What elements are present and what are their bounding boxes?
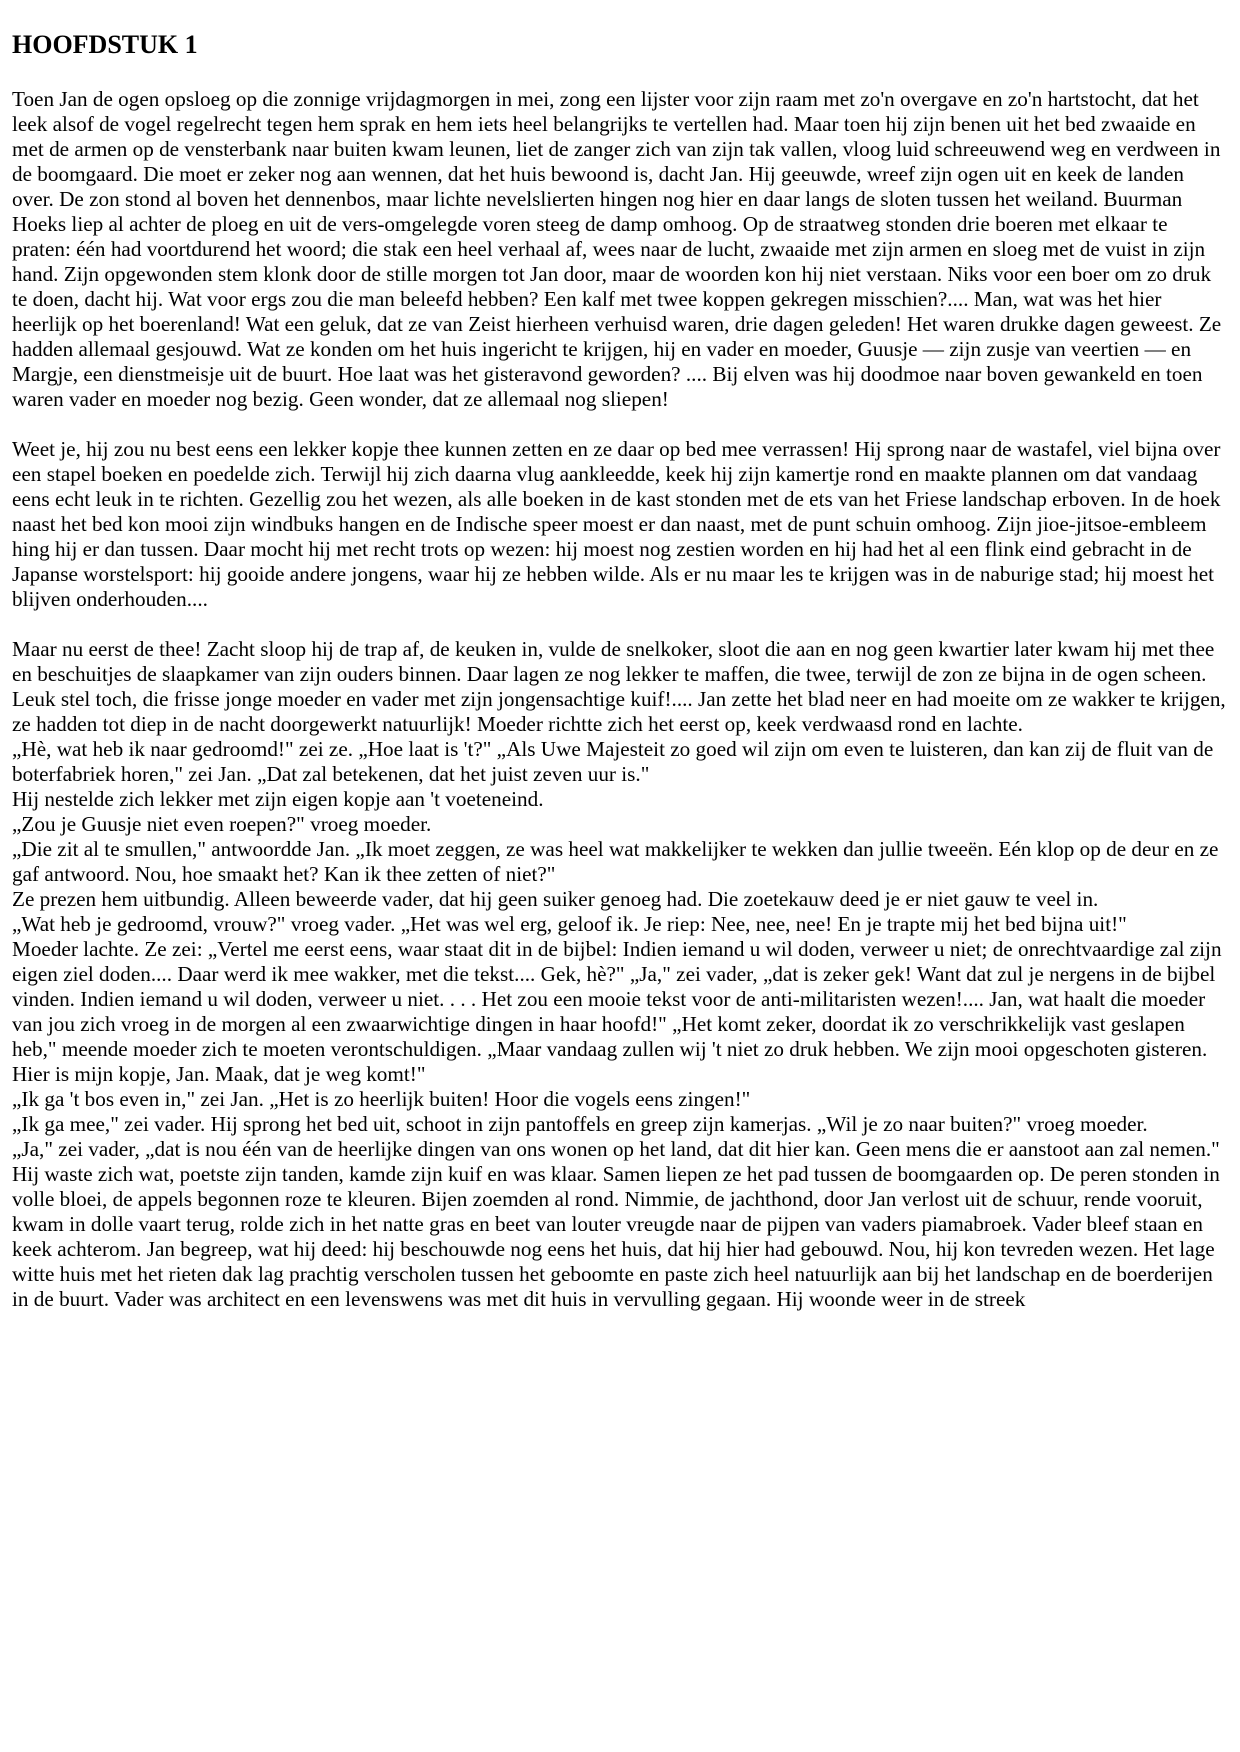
text-line-woods: „Ik ga 't bos even in," zei Jan. „Het is zo heerlijk buiten! Hoor die vogels eens zingen!" [12,1087,751,1111]
text-line-come-along: „Ik ga mee," zei vader. Hij sprong het bed uit, schoot in zijn pantoffels en greep zijn kamerjas. „Wil je zo naar buiten?" vroeg moeder. [12,1112,1148,1136]
text-line-what-dreamt: „Wat heb je gedroomd, vrouw?" vroeg vader. „Het was wel erg, geloof ik. Je riep: Nee, nee, nee! En je trapte mij het bed bijna uit!" [12,912,1127,936]
text-line-guusje: „Zou je Guusje niet even roepen?" vroeg moeder. [12,812,432,836]
paragraph-room-plans: Weet je, hij zou nu best eens een lekker kopje thee kunnen zetten en ze daar op bed mee verrassen! Hij sprong naar de wastafel, viel bijna over een stapel boeken en poedelde zich. Terwijl hij zich daarna vlug aankleedde, keek hij zijn kamertje rond en maakte plannen om dat vandaag eens echt leuk in te richten. Gezellig zou het wezen, als alle boeken in de kast stonden met de ets van het Friese landschap erboven. In de hoek naast het bed kon mooi zijn windbuks hangen en de Indische speer moest er dan naast, met de punt schuin omhoog. Zijn jioe-jitsoe-embleem hing hij er dan tussen. Daar mocht hij met recht trots op wezen: hij moest nog zestien worden en hij had het al een flink eind gebracht in de Japanse worstelsport: hij gooide andere jongens, waar hij ze hebben wilde. Als er nu maar les te krijgen was in de naburige stad; hij moest het blijven onderhouden.... [12,437,1221,611]
text-line-bible: Moeder lachte. Ze zei: „Vertel me eerst eens, waar staat dit in de bijbel: Indien iemand u wil doden, verweer u niet; de onrechtvaardige zal zijn eigen ziel doden.... Daar werd ik mee wakker, met die tekst.... Gek, hè?" „Ja," zei vader, „dat is zeker gek! Want dat zul je nergens in de bijbel vinden. Indien iemand u wil doden, verweer u niet. . . . Het zou een mooie tekst voor de anti-militaristen wezen!.... Jan, wat haalt die moeder van jou zich vroeg in de morgen al een zwaarwichtige dingen in haar hoofd!" „Het komt zeker, doordat ik zo verschrikkelijk vast geslapen heb," meende moeder zich te moeten verontschuldigen. „Maar vandaag zullen wij 't niet zo druk hebben. We zijn mooi opgeschoten gisteren. Hier is mijn kopje, Jan. Maak, dat je weg komt!" [12,937,1222,1086]
text-line-footend: Hij nestelde zich lekker met zijn eigen kopje aan 't voeteneind. [12,787,544,811]
text-line-walk: Hij waste zich wat, poetste zijn tanden, kamde zijn kuif en was klaar. Samen liepen ze het pad tussen de boomgaarden op. De peren stonden in volle bloei, de appels begonnen roze te kleuren. Bijen zoemden al rond. Nimmie, de jachthond, door Jan verlost uit de schuur, rende vooruit, kwam in dolle vaart terug, rolde zich in het natte gras en beet van louter vreugde naar de pijpen van vaders piamabroek. Vader bleef staan en keek achterom. Jan begreep, wat hij deed: hij beschouwde nog eens het huis, dat hij hier had gebouwd. Nou, hij kon tevreden wezen. Het lage witte huis met het rieten dak lag prachtig verscholen tussen het geboomte en paste zich heel natuurlijk aan bij het landschap en de boerderijen in de buurt. Vader was architect en een levenswens was met dit huis in vervulling gegaan. Hij woonde weer in de streek [12,1162,1220,1311]
paragraph-opening: Toen Jan de ogen opsloeg op die zonnige vrijdagmorgen in mei, zong een lijster voor zijn raam met zo'n overgave en zo'n hartstocht, dat het leek alsof de vogel regelrecht tegen hem sprak en hem iets heel belangrijks te vertellen had. Maar toen hij zijn benen uit het bed zwaaide en met de armen op de vensterbank naar buiten kwam leunen, liet de zanger zich van zijn tak vallen, vloog luid schreeuwend weg en verdween in de boomgaard. Die moet er zeker nog aan wennen, dat het huis bewoond is, dacht Jan. Hij geeuwde, wreef zijn ogen uit en keek de landen over. De zon stond al boven het dennenbos, maar lichte nevelslierten hingen nog hier en daar langs de sloten tussen het weiland. Buurman Hoeks liep al achter de ploeg en uit de vers-omgelegde voren steeg de damp omhoog. Op de straatweg stonden drie boeren met elkaar te praten: één had voortdurend het woord; die stak een heel verhaal af, wees naar de lucht, zwaaide met zijn armen en sloeg met de vuist in zijn hand. Zijn opgewonden stem klonk door de stille morgen tot Jan door, maar de woorden kon hij niet verstaan. Niks voor een boer om zo druk te doen, dacht hij. Wat voor ergs zou die man beleefd hebben? Een kalf met twee koppen gekregen misschien?.... Man, wat was het hier heerlijk op het boerenland! Wat een geluk, dat ze van Zeist hierheen verhuisd waren, drie dagen geleden! Het waren drukke dagen geweest. Ze hadden allemaal gesjouwd. Wat ze konden om het huis ingericht te krijgen, hij en vader en moeder, Guusje — zijn zusje van veertien — en Margje, een dienstmeisje uit de buurt. Hoe laat was het gisteravond geworden? .... Bij elven was hij doodmoe naar boven gewankeld en toen waren vader en moeder nog bezig. Geen wonder, dat ze allemaal nog sliepen! [12,87,1222,411]
text-line-dream: „Hè, wat heb ik naar gedroomd!" zei ze. „Hoe laat is 't?" „Als Uwe Majesteit zo goed wil zijn om even te luisteren, dan kan zij de fluit van de boterfabriek horen," zei Jan. „Dat zal betekenen, dat het juist zeven uur is." [12,737,1214,786]
text-line-tea: Maar nu eerst de thee! Zacht sloop hij de trap af, de keuken in, vulde de snelkoker, sloot die aan en nog geen kwartier later kwam hij met thee en beschuitjes de slaapkamer van zijn ouders binnen. Daar lagen ze nog lekker te maffen, die twee, terwijl de zon ze bijna in de ogen scheen. Leuk stel toch, die frisse jonge moeder en vader met zijn jongensachtige kuif!.... Jan zette het blad neer en had moeite om ze wakker te krijgen, ze hadden tot diep in de nacht doorgewerkt natuurlijk! Moeder richtte zich het eerst op, keek verdwaasd rond en lachte. [12,637,1226,736]
text-line-smullen: „Die zit al te smullen," antwoordde Jan. „Ik moet zeggen, ze was heel wat makkelijker te wekken dan jullie tweeën. Eén klop op de deur en ze gaf antwoord. Nou, hoe smaakt het? Kan ik thee zetten of niet?" [12,837,1219,886]
chapter-title: HOOFDSTUK 1 [12,30,198,59]
dialogue-section [12,637,1228,1312]
text-line-praise: Ze prezen hem uitbundig. Alleen beweerde vader, dat hij geen suiker genoeg had. Die zoetekauw deed je er niet gauw te veel in. [12,887,1099,911]
text-line-country-living: „Ja," zei vader, „dat is nou één van de heerlijke dingen van ons wonen op het land, dat dit hier kan. Geen mens die er aanstoot aan zal nemen." [12,1137,1220,1161]
